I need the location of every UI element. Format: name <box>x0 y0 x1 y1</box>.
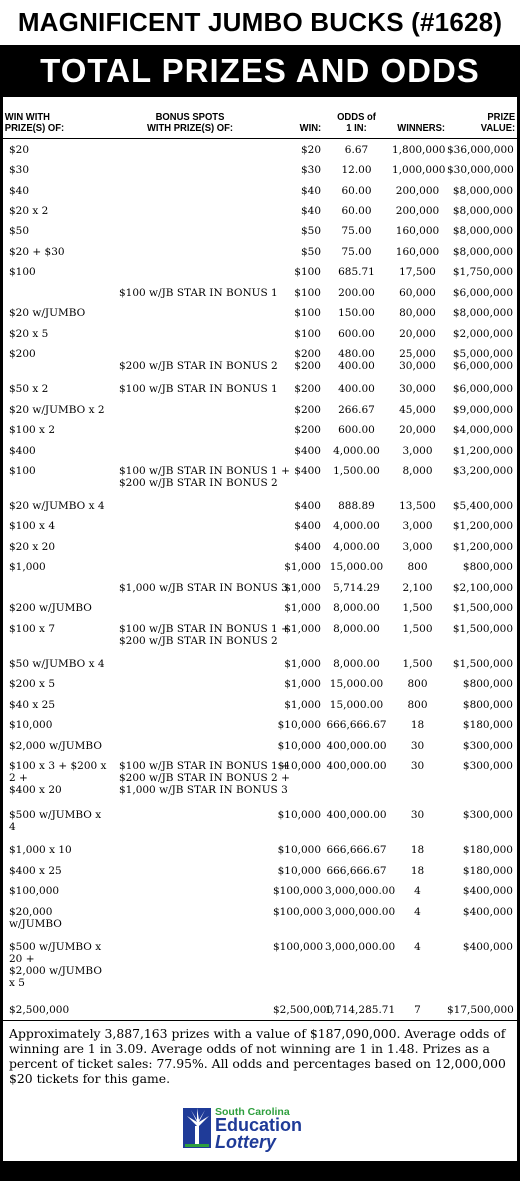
table-row <box>3 515 517 535</box>
winners-cell: 30 <box>410 760 425 773</box>
win-cell: $1,000 <box>284 678 321 691</box>
prize-value-cell: $400,000 <box>462 905 513 918</box>
logo-state-text: South Carolina <box>215 1106 290 1118</box>
column-header-bonus-spots: BONUS SPOTS WITH PRIZE(S) OF: <box>117 97 263 138</box>
win-cell: $1,000 <box>284 581 321 594</box>
prize-value-cell: $5,400,000 <box>452 499 513 512</box>
table-row <box>3 180 517 200</box>
winners-cell: 17,500 <box>399 266 436 279</box>
win-cell: $400 <box>294 499 321 512</box>
prize-value-cell: $800,000 <box>462 698 513 711</box>
prize-value-cell: $5,000,000 $6,000,000 <box>452 348 513 373</box>
win-cell: $1,000 <box>284 602 321 615</box>
odds-cell: 6.67 <box>344 143 369 156</box>
odds-cell: 400,000.00 <box>326 809 387 822</box>
table-row <box>3 220 517 240</box>
odds-cell: 3,000,000.00 <box>325 940 396 953</box>
bonus-spots-cell <box>109 220 271 240</box>
win-with-cell: $2,500,000 <box>9 1004 70 1017</box>
prize-value-cell: $8,000,000 <box>452 245 513 258</box>
win-cell: $10,000 <box>277 844 321 857</box>
table-row <box>3 495 517 515</box>
winners-cell: 18 <box>410 864 425 877</box>
bonus-spots-cell <box>109 536 271 556</box>
win-with-cell: $100,000 <box>9 885 60 898</box>
table-row <box>3 804 517 839</box>
win-cell: $100 <box>294 266 321 279</box>
win-cell: $200 <box>294 403 321 416</box>
win-cell: $100 <box>294 327 321 340</box>
odds-cell: 15,000.00 <box>329 698 384 711</box>
odds-cell: 3,000,000.00 <box>325 905 396 918</box>
winners-cell: 8,000 <box>402 465 433 478</box>
prize-value-cell: $180,000 <box>462 844 513 857</box>
prize-value-cell: $8,000,000 <box>452 307 513 320</box>
bonus-spots-cell <box>109 241 271 261</box>
table-row <box>3 694 517 714</box>
odds-cell: 666,666.67 <box>326 719 387 732</box>
bonus-spots-cell <box>109 839 271 859</box>
prize-value-cell: $300,000 <box>462 760 513 773</box>
bonus-spots-cell <box>109 515 271 535</box>
bonus-spots-cell <box>109 556 271 576</box>
winners-cell: 3,000 <box>402 520 433 533</box>
win-with-cell: $500 w/JUMBO x 20 + $2,000 w/JUMBO x 5 <box>9 940 102 989</box>
win-with-cell: $400 x 25 <box>9 864 62 877</box>
logo-education-text: Education <box>215 1115 303 1135</box>
prize-value-cell: $8,000,000 <box>452 205 513 217</box>
prize-value-cell: $1,500,000 <box>452 602 513 615</box>
winners-cell: 13,500 <box>399 499 436 512</box>
prize-value-cell: $800,000 <box>462 678 513 691</box>
bonus-spots-cell: $100 w/JB STAR IN BONUS 1 + $200 w/JB STAR IN BONUS 2 <box>119 622 290 647</box>
win-cell: $100 <box>294 307 321 320</box>
win-cell: $200 $200 <box>294 348 321 373</box>
win-cell: $1,000 <box>284 561 321 574</box>
odds-cell: 888.89 <box>338 499 375 512</box>
prize-value-cell: $1,200,000 <box>452 520 513 533</box>
prize-value-cell: $4,000,000 <box>452 424 513 437</box>
prize-value-cell: $6,000,000 <box>452 383 513 396</box>
table-row <box>3 618 517 653</box>
win-with-cell: $200 <box>9 348 36 361</box>
win-cell: $1,000 <box>284 622 321 635</box>
winners-cell: 7 <box>414 1004 421 1017</box>
odds-cell: 15,000.00 <box>329 561 384 574</box>
prize-value-cell: $800,000 <box>462 561 513 574</box>
win-cell: $2,500,000 <box>273 1004 334 1017</box>
odds-cell: 480.00 400.00 <box>338 348 375 373</box>
table-row <box>3 653 517 673</box>
winners-cell: 1,000,000 <box>392 164 446 177</box>
win-with-cell: $30 <box>9 164 30 177</box>
win-cell: $10,000 <box>277 739 321 752</box>
odds-cell: 150.00 <box>338 307 375 320</box>
bonus-spots-cell <box>109 653 271 673</box>
win-cell: $40 <box>300 205 321 217</box>
win-cell: $200 <box>294 424 321 437</box>
prize-value-cell: $3,200,000 <box>452 465 513 478</box>
win-with-cell: $50 x 2 <box>9 383 49 396</box>
odds-cell: 400.00 <box>338 383 375 396</box>
win-with-cell <box>3 282 109 302</box>
odds-cell: 266.67 <box>338 403 375 416</box>
table-row <box>3 536 517 556</box>
bonus-spots-cell <box>109 399 271 419</box>
bonus-spots-cell <box>109 440 271 460</box>
win-with-cell: $20 x 20 <box>9 540 55 553</box>
win-with-cell: $200 w/JUMBO <box>9 602 92 615</box>
prize-value-cell: $1,200,000 <box>452 540 513 553</box>
winners-cell: 3,000 <box>402 444 433 457</box>
win-with-cell: $400 <box>9 444 36 457</box>
prize-value-cell: $36,000,000 <box>447 143 514 156</box>
win-with-cell: $100 x 3 + $200 x 2 + $400 x 20 <box>9 760 107 797</box>
win-with-cell: $40 x 25 <box>9 698 55 711</box>
bonus-spots-cell <box>109 597 271 617</box>
win-cell: $400 <box>294 520 321 533</box>
prize-value-cell: $300,000 <box>462 809 513 822</box>
table-row <box>3 999 517 1020</box>
bonus-spots-cell: $100 w/JB STAR IN BONUS 1 + $200 w/JB STAR IN BONUS 2 <box>119 465 290 490</box>
prize-value-cell: $1,500,000 <box>452 657 513 670</box>
win-cell: $10,000 <box>277 864 321 877</box>
odds-cell: 12.00 <box>341 164 372 177</box>
odds-cell: 666,666.67 <box>326 864 387 877</box>
winners-cell: 30 <box>410 809 425 822</box>
win-with-cell: $2,000 w/JUMBO <box>9 739 102 752</box>
winners-cell: 20,000 <box>399 424 436 437</box>
winners-cell: 1,800,000 <box>392 143 446 156</box>
win-cell: $10,000 <box>277 719 321 732</box>
palmetto-tree-icon <box>181 1104 215 1152</box>
table-row <box>3 755 517 804</box>
prize-value-cell: $400,000 <box>462 940 513 953</box>
win-cell: $100 <box>294 286 321 299</box>
table-row <box>3 673 517 693</box>
win-with-cell: $20 x 2 <box>9 205 49 217</box>
winners-cell: 30 <box>410 739 425 752</box>
winners-cell: 45,000 <box>399 403 436 416</box>
game-title: MAGNIFICENT JUMBO BUCKS (#1628) <box>17 7 503 37</box>
win-with-cell: $20 x 5 <box>9 327 49 340</box>
win-with-cell: $50 <box>9 225 30 238</box>
win-cell: $400 <box>294 540 321 553</box>
win-with-cell: $100 x 7 <box>9 622 55 635</box>
column-header-win: WIN: <box>276 97 323 138</box>
column-header-win-with: WIN WITH PRIZE(S) OF: <box>3 97 98 138</box>
table-row <box>3 419 517 439</box>
odds-cell: 75.00 <box>341 245 372 258</box>
win-with-cell: $200 x 5 <box>9 678 55 691</box>
win-cell: $40 <box>300 184 321 197</box>
odds-cell: 600.00 <box>338 424 375 437</box>
win-cell: $100,000 <box>273 940 324 953</box>
table-row <box>3 839 517 859</box>
bonus-spots-cell <box>109 419 271 439</box>
win-with-cell: $20 <box>9 143 30 156</box>
section-title: TOTAL PRIZES AND ODDS <box>40 52 480 89</box>
win-with-cell: $1,000 x 10 <box>9 844 72 857</box>
table-header-row <box>3 97 517 138</box>
logo-lottery-text: Lottery <box>215 1132 277 1152</box>
prize-value-cell: $2,000,000 <box>452 327 513 340</box>
prize-value-cell: $400,000 <box>462 885 513 898</box>
table-row <box>3 901 517 936</box>
title-band <box>0 0 520 45</box>
table-row <box>3 597 517 617</box>
odds-cell: 1,500.00 <box>333 465 380 478</box>
table-row <box>3 860 517 880</box>
odds-cell: 4,000.00 <box>333 520 380 533</box>
bonus-spots-cell <box>109 673 271 693</box>
win-with-cell: $100 <box>9 465 36 478</box>
bonus-spots-cell <box>109 180 271 200</box>
odds-cell: 1,714,285.71 <box>325 1004 396 1017</box>
win-cell: $1,000 <box>284 698 321 711</box>
winners-cell: 800 <box>407 698 428 711</box>
table-row <box>3 302 517 322</box>
win-with-cell: $100 x 2 <box>9 424 55 437</box>
win-cell: $50 <box>300 245 321 258</box>
column-header-winners: WINNERS: <box>396 97 446 138</box>
bonus-spots-cell: $100 w/JB STAR IN BONUS 1 <box>119 383 278 396</box>
table-row <box>3 378 517 398</box>
win-cell: $10,000 <box>277 809 321 822</box>
table-row <box>3 399 517 419</box>
table-row <box>3 556 517 576</box>
win-cell: $100,000 <box>273 885 324 898</box>
win-with-cell: $20 w/JUMBO x 2 <box>9 403 105 416</box>
odds-cell: 75.00 <box>341 225 372 238</box>
table-row <box>3 936 517 1000</box>
table-row <box>3 200 517 220</box>
bonus-spots-cell <box>109 323 271 343</box>
win-with-cell: $100 x 4 <box>9 520 55 533</box>
prize-value-cell: $30,000,000 <box>447 164 514 177</box>
bonus-spots-cell <box>109 901 271 936</box>
winners-cell: 4 <box>414 885 421 898</box>
win-cell: $50 <box>300 225 321 238</box>
bonus-spots-cell <box>109 302 271 322</box>
winners-cell: 18 <box>410 844 425 857</box>
content-panel <box>3 97 517 1161</box>
winners-cell: 4 <box>414 940 421 953</box>
odds-cell: 400,000.00 <box>326 739 387 752</box>
column-header-odds: ODDS of 1 IN: <box>326 97 386 138</box>
bonus-spots-cell <box>109 936 271 1000</box>
win-cell: $20 <box>300 143 321 156</box>
winners-cell: 30,000 <box>399 383 436 396</box>
win-cell: $1,000 <box>284 657 321 670</box>
table-row <box>3 460 517 495</box>
win-with-cell: $10,000 <box>9 719 53 732</box>
table-row <box>3 440 517 460</box>
table-row <box>3 735 517 755</box>
prize-value-cell: $180,000 <box>462 864 513 877</box>
win-with-cell <box>3 577 109 597</box>
bonus-spots-cell <box>109 495 271 515</box>
win-with-cell: $20 + $30 <box>9 245 65 258</box>
bonus-spots-cell <box>109 714 271 734</box>
odds-cell: 600.00 <box>338 327 375 340</box>
bonus-spots-cell <box>109 880 271 900</box>
winners-cell: 3,000 <box>402 540 433 553</box>
winners-cell: 200,000 <box>395 205 440 217</box>
table-row <box>3 261 517 281</box>
odds-cell: 8,000.00 <box>333 602 380 615</box>
bonus-spots-cell <box>109 261 271 281</box>
bonus-spots-cell: $200 w/JB STAR IN BONUS 2 <box>119 360 278 373</box>
winners-cell: 800 <box>407 678 428 691</box>
winners-cell: 160,000 <box>395 225 440 238</box>
winners-cell: 4 <box>414 905 421 918</box>
win-cell: $400 <box>294 444 321 457</box>
win-with-cell: $20,000 w/JUMBO <box>9 905 62 930</box>
odds-cell: 685.71 <box>338 266 375 279</box>
prize-value-cell: $17,500,000 <box>447 1004 514 1017</box>
prize-value-cell: $1,750,000 <box>452 266 513 279</box>
prize-rows <box>3 138 517 1020</box>
odds-cell: 8,000.00 <box>333 657 380 670</box>
prize-value-cell: $180,000 <box>462 719 513 732</box>
bonus-spots-cell <box>109 804 271 839</box>
prize-value-cell: $1,500,000 <box>452 622 513 635</box>
win-cell: $10,000 <box>277 760 321 773</box>
subtitle-band <box>0 45 520 97</box>
table-row <box>3 241 517 261</box>
win-cell: $400 <box>294 465 321 478</box>
winners-cell: 25,000 30,000 <box>399 348 436 373</box>
bonus-spots-cell <box>109 694 271 714</box>
table-row <box>3 343 517 378</box>
winners-cell: 1,500 <box>402 622 433 635</box>
odds-summary: Approximately 3,887,163 prizes with a value of $187,090,000. Average odds of winning are 1 in 3.09. Average odds of not winning are 1 in 1.48. Prizes as a percent of ticket sales: 77.95%. All odds and percentages based on 12,000,000 $20 tickets for this game. <box>3 1020 517 1102</box>
win-with-cell: $50 w/JUMBO x 4 <box>9 657 105 670</box>
winners-cell: 18 <box>410 719 425 732</box>
win-cell: $200 <box>294 383 321 396</box>
odds-cell: 400,000.00 <box>326 760 387 773</box>
winners-cell: 20,000 <box>399 327 436 340</box>
table-row <box>3 577 517 597</box>
bonus-spots-cell <box>109 735 271 755</box>
odds-cell: 3,000,000.00 <box>325 885 396 898</box>
prize-value-cell: $1,200,000 <box>452 444 513 457</box>
winners-cell: 200,000 <box>395 184 440 197</box>
table-row <box>3 714 517 734</box>
odds-cell: 60.00 <box>341 184 372 197</box>
column-header-prize-value: PRIZE VALUE: <box>452 97 517 138</box>
prize-value-cell: $2,100,000 <box>452 581 513 594</box>
bonus-spots-cell <box>109 159 271 179</box>
odds-cell: 4,000.00 <box>333 540 380 553</box>
bonus-spots-cell <box>109 999 271 1020</box>
odds-cell: 15,000.00 <box>329 678 384 691</box>
bonus-spots-cell <box>109 860 271 880</box>
prize-table <box>3 97 517 1020</box>
win-with-cell: $20 w/JUMBO x 4 <box>9 499 105 512</box>
bonus-spots-cell: $100 w/JB STAR IN BONUS 1 + $200 w/JB STAR IN BONUS 2 + $1,000 w/JB STAR IN BONUS 3 <box>119 760 290 797</box>
winners-cell: 160,000 <box>395 245 440 258</box>
winners-cell: 1,500 <box>402 657 433 670</box>
prize-value-cell: $300,000 <box>462 739 513 752</box>
prize-value-cell: $6,000,000 <box>452 286 513 299</box>
win-with-cell: $100 <box>9 266 36 279</box>
prize-value-cell: $9,000,000 <box>452 403 513 416</box>
bonus-spots-cell: $1,000 w/JB STAR IN BONUS 3 <box>119 581 288 594</box>
win-with-cell: $1,000 <box>9 561 46 574</box>
odds-cell: 4,000.00 <box>333 444 380 457</box>
win-cell: $100,000 <box>273 905 324 918</box>
prize-value-cell: $8,000,000 <box>452 225 513 238</box>
win-with-cell: $500 w/JUMBO x 4 <box>9 809 102 834</box>
odds-cell: 60.00 <box>341 205 372 217</box>
lottery-logo <box>181 1104 341 1154</box>
win-with-cell: $20 w/JUMBO <box>9 307 86 320</box>
winners-cell: 800 <box>407 561 428 574</box>
winners-cell: 1,500 <box>402 602 433 615</box>
bonus-spots-cell <box>109 200 271 220</box>
prize-value-cell: $8,000,000 <box>452 184 513 197</box>
odds-cell: 8,000.00 <box>333 622 380 635</box>
table-row <box>3 159 517 179</box>
bonus-spots-cell: $100 w/JB STAR IN BONUS 1 <box>119 286 278 299</box>
win-cell: $30 <box>300 164 321 177</box>
table-row <box>3 880 517 900</box>
win-with-cell: $40 <box>9 184 30 197</box>
winners-cell: 2,100 <box>402 581 433 594</box>
bonus-spots-cell <box>109 138 271 159</box>
odds-cell: 200.00 <box>338 286 375 299</box>
table-row <box>3 323 517 343</box>
table-row <box>3 282 517 302</box>
winners-cell: 60,000 <box>399 286 436 299</box>
odds-cell: 666,666.67 <box>326 844 387 857</box>
table-row <box>3 138 517 159</box>
odds-cell: 5,714.29 <box>333 581 380 594</box>
winners-cell: 80,000 <box>399 307 436 320</box>
